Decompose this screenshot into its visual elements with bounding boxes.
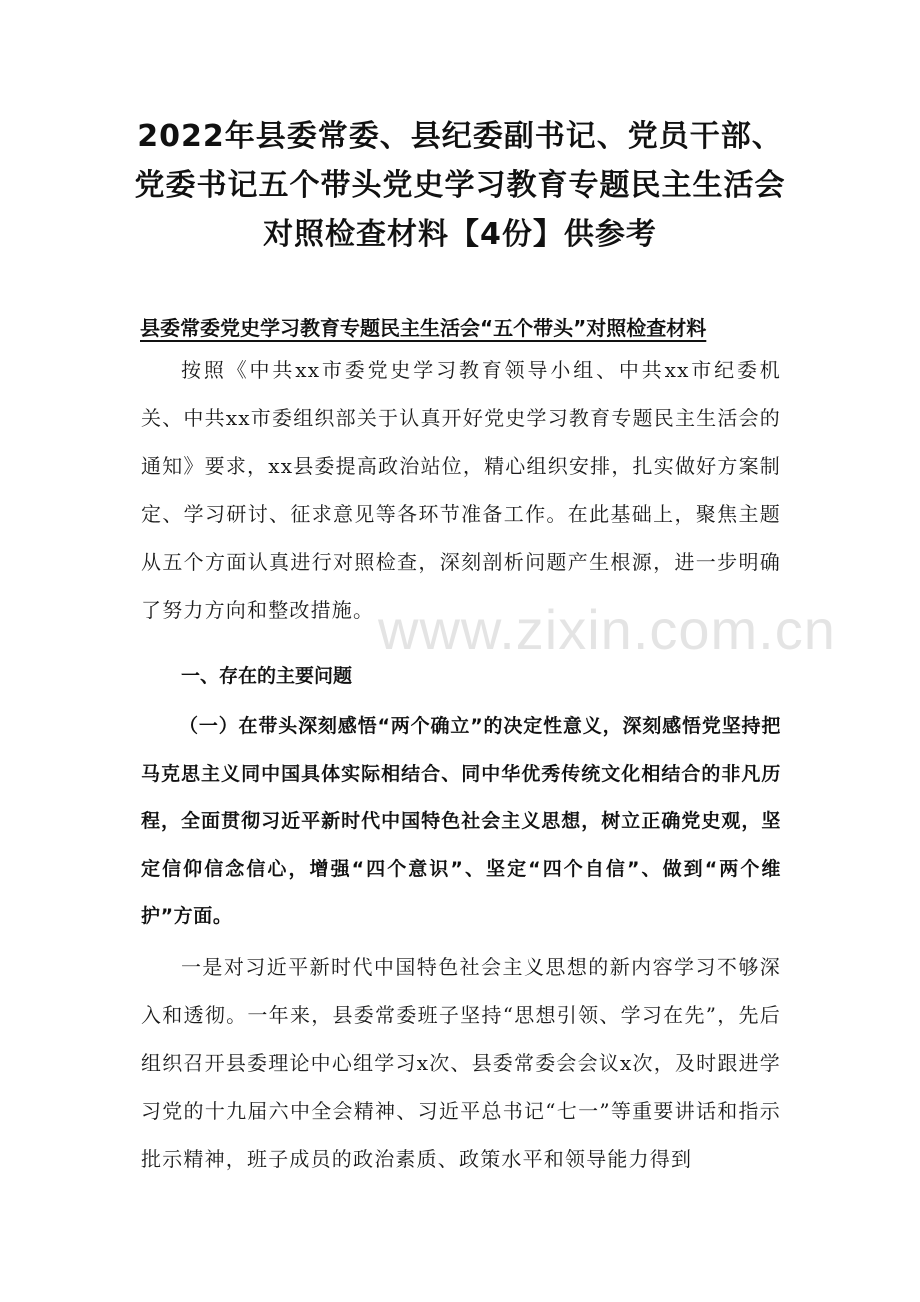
- section-heading: 县委常委党史学习教育专题民主生活会“五个带头”对照检查材料: [140, 316, 707, 340]
- bold-subheading-paragraph: （一）在带头深刻感悟“两个确立”的决定性意义，深刻感悟党坚持把马克思主义同中国具体实际相结合、同中华优秀传统文化相结合的非凡历程，全面贯彻习近平新时代中国特色社会主义思想，树立正确党史观，坚定信仰信念信心，增强“四个意识”、坚定“四个自信”、做到“两个维护”方面。: [141, 715, 781, 927]
- heading-main-problems: 一、存在的主要问题: [181, 665, 353, 687]
- document-title: 2022年县委常委、县纪委副书记、党员干部、党委书记五个带头党史学习教育专题民主生活会对照检查材料【4份】供参考: [134, 119, 786, 252]
- watermark: www.zixin.com.cn: [378, 598, 836, 661]
- intro-paragraph: 按照《中共xx市委党史学习教育领导小组、中共xx市纪委机关、中共xx市委组织部关于认真开好党史学习教育专题民主生活会的通知》要求，xx县委提高政治站位，精心组织安排，扎实做好方案制定、学习研讨、征求意见等各环节准备工作。在此基础上，聚焦主题从五个方面认真进行对照检查，深刻剖析问题产生根源，进一步明确了努力方向和整改措施。: [141, 358, 781, 622]
- body-paragraph: 一是对习近平新时代中国特色社会主义思想的新内容学习不够深入和透彻。一年来，县委常委班子坚持“思想引领、学习在先”，先后组织召开县委理论中心组学习x次、县委常委会会议x次，及时跟进学习党的十九届六中全会精神、习近平总书记“七一”等重要讲话和指示批示精神，班子成员的政治素质、政策水平和领导能力得到: [141, 955, 781, 1171]
